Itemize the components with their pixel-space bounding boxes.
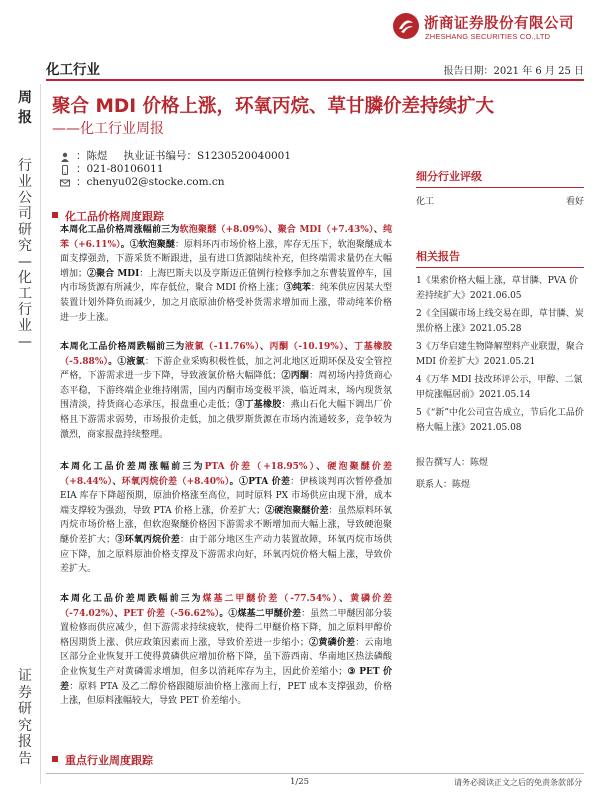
side-divider [40,84,41,784]
person-icon [60,152,70,162]
paragraph-spread-losers: 本周化工品价差周跌幅前三为煤基二甲醚价差（-77.54%）、黄磷价差（-74.02%）、PET 价差（-56.62%）。①煤基二甲醚价差：虽然二甲醚因部分装置检修而供应减少，但下游需求持续疲软，使得二甲醚价格下降，加之原料甲醇价格因期货上涨、供应政策因素而上涨，导致价差进一步缩小；②黄磷价差：云南地区部分企业恢复开工使得黄磷供应增加价格下降，虽下游西南、华南地区热法磷酸企业恢复生产对黄磷需求增加，但多以消耗库存为主，因此价差缩小；③ PET 价差：原料 PTA 及乙二醇价格跟随原油价格上涨而上行，PET 成本支撑强劲，价格上涨，但原料涨幅较大，导致 PET 价差缩小。 [60,594,392,707]
company-logo-icon [392,12,420,40]
related-list [416,274,584,436]
analyst-info [60,150,291,189]
analyst-email[interactable]: ：chenyu02@stocke.com.cn [76,176,225,188]
company-logo [392,10,592,46]
company-name-cn: 浙商证券股份有限公司 [424,16,574,32]
report-author: 报告撰写人：陈煜 [416,458,489,468]
rating-panel [416,168,584,210]
side-label-report-type: 证券研究报告 [18,668,32,767]
phone-icon [60,165,70,175]
related-report-item[interactable]: 2《全国碳市场上线交易在即，草甘膦、炭黑价格上涨》2021.05.28 [416,309,584,334]
company-name-en: ZHESHANG SECURITIES CO.,LTD [425,32,551,41]
related-report-item[interactable]: 5《“新”中化公司宣告成立，节后化工品价格大幅上涨》2021.05.08 [416,408,584,433]
square-bullet-icon [52,212,58,218]
related-heading: 相关报告 [416,248,584,268]
related-report-item[interactable]: 1《果索价格大幅上涨，草甘膦、PVA 价差持续扩大》2021.06.05 [416,276,579,301]
rating-sector: 化工 [416,197,435,207]
side-label-category: 行业公司研究—化工行业— [18,158,32,350]
phone-row [60,163,291,176]
analyst-phone: ：021-80106011 [76,163,164,175]
report-date: 报告日期：2021 年 6 月 25 日 [443,66,584,77]
footer-divider [46,773,584,774]
report-title: 聚合 MDI 价格上涨，环氧丙烷、草甘膦价差持续扩大 [52,96,495,117]
related-reports-panel [416,248,584,439]
related-report-item[interactable]: 4《万华 MDI 技改环评公示，甲醇、二氯甲烷涨幅居前》2021.05.14 [416,375,583,400]
rating-value: 看好 [565,197,584,207]
report-subtitle: ——化工行业周报 [52,121,164,137]
disclaimer-note: 请务必阅读正文之后的免责条款部分 [454,778,582,787]
authors-panel [416,452,584,496]
rating-heading: 细分行业评级 [416,168,584,188]
side-label-weekly: 周报 [18,90,32,126]
section-heading-text: 重点行业周度跟踪 [65,754,153,767]
rating-row [416,194,584,210]
analyst-license: 执业证书编号：S1230520040001 [123,150,292,162]
paragraph-spread-gainers: 本周化工品价差周涨幅前三为PTA 价差（+18.95%）、硬泡聚醚价差（+8.44%）、环氧丙烷价差（+8.40%）。①PTA 价差：伊核谈判再次暂停叠加 EIA 库存下降超预期，原油价格涨至高位，同时原料 PX 市场供应由现下滑，成本端支撑较为强劲，导致 PTA 价格上涨，价差扩大；②硬泡聚醚价差：虽然原料环氧丙烷市场价格上涨，但软泡聚醚价格因下游需求不断增加而大幅上涨，导致硬泡聚醚价差扩大；③环氧丙烷价差：由于部分地区生产动力装置故障，环氧丙烷市场供应下降，加之原料原油价格支撑及下游需求向好，环氧丙烷价格大幅上涨，导致价差扩大。 [60,462,392,575]
email-icon [60,178,70,188]
industry-tag: 化工行业 [46,62,100,78]
paragraph-price-losers: 本周化工品价格周跌幅前三为液氯（-11.76%）、丙酮（-10.19%）、丁基橡胶（-5.88%）。①液氯：下游企业采购积极性低，加之河北地区近期环保及安全管控严格，下游需求进一步下降，导致液氯价格大幅降低；②丙酮：周初场内持货商心态平稳，下游终端企业维持刚需，国内丙酮市场变极平淡，临近周末，场内现货氛围清淡，持货商心态承压，报盘重心走低；③丁基橡胶：燕山石化大幅下调出厂价格且下游需求弱势，市场报价走低，加之俄罗斯货源在市场内流通较多，竞争较为激烈，商家报盘持续整理。 [60,342,392,440]
section-heading-text: 化工品价格周度跟踪 [65,210,164,223]
analyst-row [60,150,291,163]
analyst-name: ：陈煜 [76,150,108,162]
header-divider [46,79,584,81]
related-report-item[interactable]: 3《万华启建生物降解塑料产业联盟，聚合 MDI 价差扩大》2021.05.21 [416,342,584,367]
email-row [60,176,291,189]
report-contact: 联系人：陈煜 [416,480,471,490]
paragraph-price-gainers: 本周化工品价格周涨幅前三为软泡聚醚（+8.09%）、聚合 MDI（+7.43%）、纯苯（+6.11%）。①软泡聚醚：原料环丙市场价格上涨，库存无压下，软泡聚醚成本面支撑强劲，下游采货不断跟进，虽有进口货源陆续补充，但终端需求量仍在大幅增加；②聚合 MDI：上海巴斯夫以及亨斯迈正值例行检修季加之东曹装置停车，国内市场货源有所减少，库存低位，聚合 MDI 价格上涨；③纯苯：纯苯供应因某大型装置计划外降负而减少，加之月底原油价格受补货需求增加而上涨，带动纯苯价格进一步上涨。 [60,225,392,323]
page-number: 1/25 [290,777,310,787]
square-bullet-icon [52,756,58,762]
